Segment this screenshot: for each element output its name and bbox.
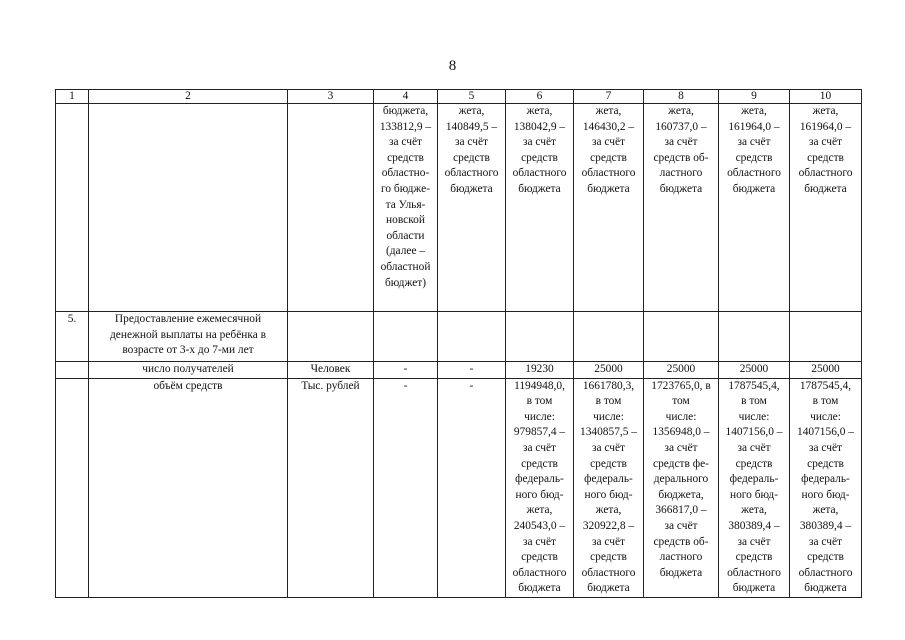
cell-line: за счёт	[592, 441, 625, 454]
table-cell	[288, 312, 374, 362]
cell-line: средств	[735, 151, 773, 164]
cell-line: 146430,2 –	[582, 120, 635, 133]
table-cell	[790, 312, 862, 362]
value-cell: -	[374, 378, 438, 597]
cell-line: за счёт	[737, 535, 771, 548]
cell-line: за счёт	[664, 441, 698, 454]
cell-line: бюджета	[732, 582, 776, 595]
cell-line: средств	[590, 457, 627, 470]
cell-line: средств	[453, 151, 490, 164]
cell-line: (далее –	[385, 245, 426, 258]
table-cell	[506, 104, 574, 312]
table-cell	[89, 104, 288, 312]
cell-line: 133812,9 –	[379, 120, 432, 133]
value-cell	[719, 378, 790, 597]
cell-line: 1407156,0 –	[797, 426, 854, 439]
table-cell	[56, 362, 89, 379]
cell-line: областно-	[381, 167, 430, 180]
cell-line: бюджета	[804, 582, 847, 595]
header-row	[56, 90, 862, 104]
cell-line: средств фе-	[653, 457, 709, 470]
cell-line: средств	[521, 551, 558, 564]
cell-line: ного бюд-	[801, 488, 850, 501]
cell-line: средств	[590, 151, 627, 164]
header-cell: 9	[719, 90, 790, 104]
cell-line: в том	[526, 395, 553, 408]
value-cell: 19230	[506, 362, 574, 379]
cell-line: областного	[581, 167, 636, 180]
cell-line: за счёт	[664, 136, 698, 149]
cell-line: в том	[812, 395, 839, 408]
cell-line: областной	[380, 260, 431, 273]
indicator-label: число получателей	[89, 362, 288, 379]
table-cell	[374, 104, 438, 312]
indicator-label: объём средств	[89, 378, 288, 597]
cell-line: 320922,8 –	[582, 519, 635, 532]
cell-line: 161964,0 –	[799, 120, 852, 133]
cell-line: федераль-	[584, 473, 633, 486]
cell-line: 1661780,3,	[582, 379, 635, 392]
value-cell: 25000	[719, 362, 790, 379]
cell-line: ластного	[659, 167, 703, 180]
cell-line: 380389,4 –	[799, 519, 852, 532]
cell-line: жета,	[741, 504, 767, 517]
table-cell	[574, 104, 644, 312]
cell-line: бюджета	[518, 582, 561, 595]
cell-line: 979857,4 –	[513, 426, 566, 439]
cell-line: областного	[512, 566, 567, 579]
cell-line: жета,	[812, 504, 839, 517]
cell-line: 1194948,0,	[514, 379, 565, 392]
cell-line: жета,	[458, 105, 485, 117]
cell-line: федераль-	[729, 473, 779, 486]
cell-line: средств	[807, 457, 844, 470]
value-cell: -	[438, 378, 506, 597]
table-cell	[719, 312, 790, 362]
budget-table	[55, 89, 862, 598]
cell-line: в том	[595, 395, 622, 408]
cell-line: 161964,0 –	[728, 120, 780, 133]
cell-line: бюджета	[804, 182, 847, 195]
table-cell	[438, 104, 506, 312]
cell-line: 240543,0 –	[513, 519, 566, 532]
cell-line: числе:	[593, 410, 624, 423]
cell-line: числе:	[738, 410, 770, 423]
cell-line: за счёт	[809, 136, 842, 149]
cell-line: за счёт	[523, 441, 556, 454]
cell-line: области	[386, 229, 425, 242]
cell-line: областного	[444, 167, 499, 180]
header-cell: 6	[506, 90, 574, 104]
cell-line: жета,	[526, 105, 553, 117]
cell-line: бюджета	[659, 566, 703, 579]
cell-line: средств	[521, 151, 558, 164]
section-row	[56, 312, 862, 362]
cell-line: 380389,4 –	[728, 519, 780, 532]
cell-line: 1340857,5 –	[580, 426, 637, 439]
cell-line: жета,	[741, 105, 767, 117]
cell-line: бюджета	[450, 182, 493, 195]
cell-line: числе:	[524, 410, 555, 423]
cell-line: бюджет)	[384, 276, 427, 289]
cell-line: за счёт	[664, 519, 698, 532]
cell-line: за счёт	[809, 441, 842, 454]
cell-line: 366817,0 –	[655, 504, 707, 517]
header-cell: 4	[374, 90, 438, 104]
cell-line: областного	[581, 566, 636, 579]
value-cell: -	[374, 362, 438, 379]
cell-line: бюджета	[659, 182, 703, 195]
cell-line: новской	[386, 214, 425, 227]
cell-line: федераль-	[801, 473, 850, 486]
cell-line: средств	[807, 151, 844, 164]
cell-line: средств об-	[653, 535, 709, 548]
cell-line: ного бюд-	[729, 488, 779, 501]
value-cell: 25000	[790, 362, 862, 379]
recipients-row	[56, 362, 862, 379]
cell-line: за счёт	[389, 136, 422, 149]
table-cell	[56, 104, 89, 312]
value-cell	[506, 378, 574, 597]
cell-line: жета,	[595, 105, 622, 117]
cell-line: бюджета	[587, 182, 630, 195]
cell-line: жета,	[526, 504, 553, 517]
cell-line: средств	[387, 151, 424, 164]
value-cell: 25000	[644, 362, 719, 379]
cell-line: числе:	[810, 410, 841, 423]
cell-line: бюджета,	[382, 105, 429, 117]
value-cell	[644, 378, 719, 597]
table-cell	[506, 312, 574, 362]
cell-line: 140849,5 –	[445, 120, 498, 133]
cell-line: областного	[512, 167, 567, 180]
cell-line: средств	[735, 551, 773, 564]
cell-line: та Улья-	[385, 198, 426, 211]
cell-line: бюджета	[587, 582, 630, 595]
cell-line: ластного	[659, 551, 703, 564]
table-cell	[56, 378, 89, 597]
cell-line: ного бюд-	[584, 488, 633, 501]
cell-line: жета,	[812, 105, 839, 117]
cell-line: 1407156,0 –	[725, 426, 783, 439]
page-number: 8	[448, 58, 457, 74]
cell-line: за счёт	[592, 535, 625, 548]
cell-line: 1787545,4,	[728, 379, 780, 392]
cell-line: за счёт	[737, 441, 771, 454]
value-cell	[790, 378, 862, 597]
row-number: 5.	[56, 312, 89, 362]
cell-line: числе:	[665, 410, 697, 423]
header-cell: 5	[438, 90, 506, 104]
cell-line: областного	[727, 566, 781, 579]
cell-line: за счёт	[737, 136, 771, 149]
cell-line: федераль-	[515, 473, 564, 486]
cell-line: в том	[741, 395, 767, 408]
table-cell	[644, 104, 719, 312]
cell-line: областного	[798, 566, 853, 579]
header-cell: 1	[56, 90, 89, 104]
cell-line: го бюдже-	[380, 182, 431, 195]
cell-line: бюджета	[518, 182, 561, 195]
cell-line: областного	[727, 167, 781, 180]
cell-line: за счёт	[592, 136, 625, 149]
cell-line: за счёт	[455, 136, 488, 149]
header-cell: 7	[574, 90, 644, 104]
cell-line: средств	[735, 457, 773, 470]
cell-line: 1787545,4,	[799, 379, 852, 392]
cell-line: за счёт	[523, 535, 556, 548]
cell-line: том	[672, 395, 690, 408]
section-title: Предоставление ежемесячной денежной выплаты на ребёнка в возрасте от 3-х до 7-ми лет	[89, 312, 288, 362]
cell-line: бюджета	[732, 182, 776, 195]
cell-line: средств	[590, 551, 627, 564]
cell-line: средств	[521, 457, 558, 470]
value-cell: 25000	[574, 362, 644, 379]
cell-line: 1356948,0 –	[652, 426, 710, 439]
cell-line: областного	[798, 167, 853, 180]
table-cell	[374, 312, 438, 362]
cell-line: 138042,9 –	[513, 120, 566, 133]
header-cell: 8	[644, 90, 719, 104]
table-cell	[574, 312, 644, 362]
value-cell: -	[438, 362, 506, 379]
value-cell	[574, 378, 644, 597]
continuation-row	[56, 104, 862, 312]
cell-line: бюджета,	[658, 488, 704, 501]
cell-line: дерального	[653, 473, 709, 486]
funds-row	[56, 378, 862, 597]
header-cell: 3	[288, 90, 374, 104]
cell-line: жета,	[595, 504, 622, 517]
header-cell: 10	[790, 90, 862, 104]
cell-line: ного бюд-	[515, 488, 564, 501]
table-cell	[438, 312, 506, 362]
unit-cell: Тыс. рублей	[288, 378, 374, 597]
cell-line: 1723765,0, в	[651, 379, 711, 392]
cell-line: жета,	[668, 105, 694, 117]
cell-line: 160737,0 –	[655, 120, 707, 133]
cell-line: средств	[807, 551, 844, 564]
cell-line: за счёт	[809, 535, 842, 548]
table-cell	[719, 104, 790, 312]
header-cell: 2	[89, 90, 288, 104]
table-cell	[288, 104, 374, 312]
table-cell	[790, 104, 862, 312]
cell-line: за счёт	[523, 136, 556, 149]
table-cell	[644, 312, 719, 362]
unit-cell: Человек	[288, 362, 374, 379]
cell-line: средств об-	[653, 151, 709, 164]
